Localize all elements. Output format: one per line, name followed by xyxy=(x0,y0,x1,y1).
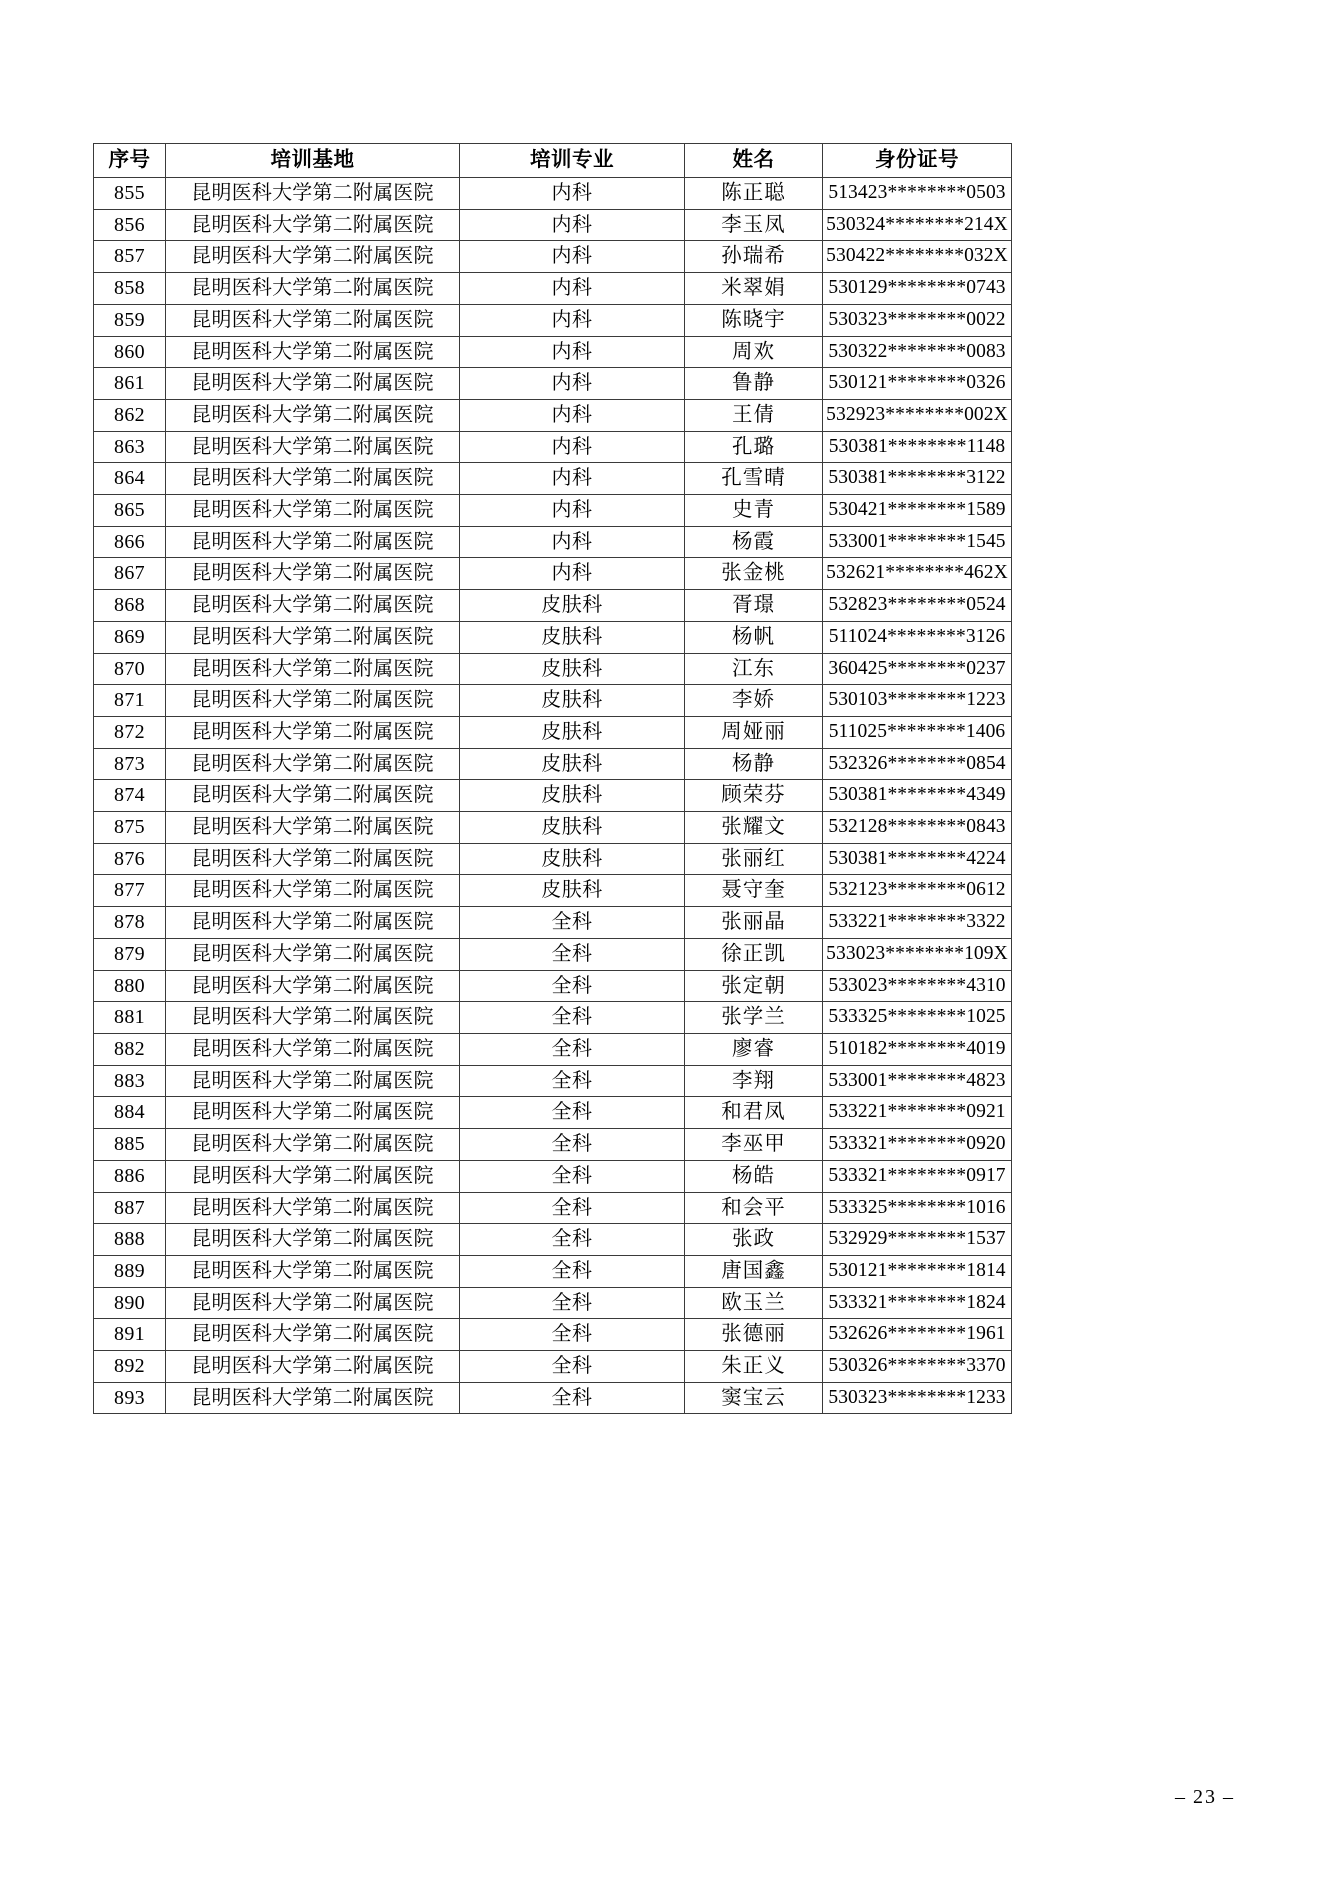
table-row xyxy=(94,875,1012,907)
table-row xyxy=(94,1002,1012,1034)
cell-id-number: 533325********1025 xyxy=(823,1002,1012,1034)
column-header-sequence: 序号 xyxy=(94,144,166,178)
table-row xyxy=(94,1160,1012,1192)
cell-name: 杨帆 xyxy=(685,621,823,653)
cell-sequence: 891 xyxy=(94,1319,166,1351)
cell-id-number: 530421********1589 xyxy=(823,495,1012,527)
cell-training-major: 全科 xyxy=(460,1192,685,1224)
cell-sequence: 871 xyxy=(94,685,166,717)
cell-training-base: 昆明医科大学第二附属医院 xyxy=(166,653,460,685)
cell-training-major: 内科 xyxy=(460,209,685,241)
cell-id-number: 533023********109X xyxy=(823,938,1012,970)
cell-training-base: 昆明医科大学第二附属医院 xyxy=(166,1129,460,1161)
table-row xyxy=(94,653,1012,685)
cell-sequence: 882 xyxy=(94,1033,166,1065)
table-row xyxy=(94,368,1012,400)
cell-training-base: 昆明医科大学第二附属医院 xyxy=(166,621,460,653)
table-row xyxy=(94,178,1012,210)
table-row xyxy=(94,907,1012,939)
cell-name: 周欢 xyxy=(685,336,823,368)
table-header-row xyxy=(94,144,1012,178)
cell-training-base: 昆明医科大学第二附属医院 xyxy=(166,431,460,463)
cell-sequence: 873 xyxy=(94,748,166,780)
table-row xyxy=(94,336,1012,368)
table-header xyxy=(94,144,1012,178)
cell-training-base: 昆明医科大学第二附属医院 xyxy=(166,907,460,939)
cell-training-base: 昆明医科大学第二附属医院 xyxy=(166,336,460,368)
table-row xyxy=(94,495,1012,527)
cell-name: 杨霞 xyxy=(685,526,823,558)
table-row xyxy=(94,938,1012,970)
cell-sequence: 890 xyxy=(94,1287,166,1319)
cell-sequence: 876 xyxy=(94,843,166,875)
cell-name: 杨静 xyxy=(685,748,823,780)
cell-id-number: 533001********1545 xyxy=(823,526,1012,558)
cell-id-number: 530323********1233 xyxy=(823,1382,1012,1414)
table-row xyxy=(94,1319,1012,1351)
cell-training-major: 皮肤科 xyxy=(460,843,685,875)
cell-sequence: 881 xyxy=(94,1002,166,1034)
cell-training-major: 全科 xyxy=(460,1097,685,1129)
cell-name: 史青 xyxy=(685,495,823,527)
cell-training-major: 全科 xyxy=(460,1002,685,1034)
cell-training-base: 昆明医科大学第二附属医院 xyxy=(166,812,460,844)
cell-training-major: 内科 xyxy=(460,495,685,527)
cell-sequence: 889 xyxy=(94,1255,166,1287)
cell-training-major: 全科 xyxy=(460,1255,685,1287)
cell-name: 唐国鑫 xyxy=(685,1255,823,1287)
table-row xyxy=(94,621,1012,653)
table-row xyxy=(94,1192,1012,1224)
table-row xyxy=(94,1224,1012,1256)
cell-sequence: 866 xyxy=(94,526,166,558)
cell-name: 陈正聪 xyxy=(685,178,823,210)
cell-training-major: 皮肤科 xyxy=(460,621,685,653)
cell-training-base: 昆明医科大学第二附属医院 xyxy=(166,716,460,748)
table-row xyxy=(94,431,1012,463)
cell-id-number: 530381********1148 xyxy=(823,431,1012,463)
cell-training-major: 内科 xyxy=(460,463,685,495)
cell-name: 江东 xyxy=(685,653,823,685)
cell-sequence: 856 xyxy=(94,209,166,241)
cell-name: 和会平 xyxy=(685,1192,823,1224)
cell-training-major: 全科 xyxy=(460,1319,685,1351)
cell-training-major: 内科 xyxy=(460,526,685,558)
table-row xyxy=(94,1287,1012,1319)
cell-training-major: 皮肤科 xyxy=(460,812,685,844)
cell-training-major: 全科 xyxy=(460,1129,685,1161)
cell-training-major: 皮肤科 xyxy=(460,653,685,685)
cell-training-major: 全科 xyxy=(460,970,685,1002)
cell-id-number: 532621********462X xyxy=(823,558,1012,590)
cell-id-number: 510182********4019 xyxy=(823,1033,1012,1065)
cell-name: 胥璟 xyxy=(685,590,823,622)
cell-training-base: 昆明医科大学第二附属医院 xyxy=(166,1351,460,1383)
cell-training-base: 昆明医科大学第二附属医院 xyxy=(166,1002,460,1034)
cell-id-number: 532923********002X xyxy=(823,399,1012,431)
cell-training-base: 昆明医科大学第二附属医院 xyxy=(166,526,460,558)
cell-sequence: 884 xyxy=(94,1097,166,1129)
cell-id-number: 532929********1537 xyxy=(823,1224,1012,1256)
cell-name: 鲁静 xyxy=(685,368,823,400)
cell-sequence: 860 xyxy=(94,336,166,368)
cell-name: 孙瑞希 xyxy=(685,241,823,273)
cell-training-base: 昆明医科大学第二附属医院 xyxy=(166,748,460,780)
cell-sequence: 885 xyxy=(94,1129,166,1161)
cell-name: 李巫甲 xyxy=(685,1129,823,1161)
cell-training-major: 全科 xyxy=(460,1033,685,1065)
cell-sequence: 857 xyxy=(94,241,166,273)
column-header-training-base: 培训基地 xyxy=(166,144,460,178)
table-row xyxy=(94,748,1012,780)
cell-training-major: 皮肤科 xyxy=(460,875,685,907)
cell-sequence: 883 xyxy=(94,1065,166,1097)
column-header-name: 姓名 xyxy=(685,144,823,178)
cell-training-major: 全科 xyxy=(460,1287,685,1319)
cell-id-number: 511025********1406 xyxy=(823,716,1012,748)
cell-name: 徐正凯 xyxy=(685,938,823,970)
cell-sequence: 859 xyxy=(94,304,166,336)
cell-name: 张金桃 xyxy=(685,558,823,590)
cell-sequence: 863 xyxy=(94,431,166,463)
cell-training-base: 昆明医科大学第二附属医院 xyxy=(166,590,460,622)
table-row xyxy=(94,1255,1012,1287)
cell-training-major: 内科 xyxy=(460,368,685,400)
cell-id-number: 360425********0237 xyxy=(823,653,1012,685)
cell-sequence: 875 xyxy=(94,812,166,844)
cell-training-base: 昆明医科大学第二附属医院 xyxy=(166,1160,460,1192)
cell-training-base: 昆明医科大学第二附属医院 xyxy=(166,178,460,210)
cell-id-number: 530323********0022 xyxy=(823,304,1012,336)
cell-training-base: 昆明医科大学第二附属医院 xyxy=(166,970,460,1002)
cell-training-base: 昆明医科大学第二附属医院 xyxy=(166,938,460,970)
cell-training-base: 昆明医科大学第二附属医院 xyxy=(166,495,460,527)
cell-training-major: 全科 xyxy=(460,1224,685,1256)
cell-training-major: 内科 xyxy=(460,304,685,336)
cell-training-base: 昆明医科大学第二附属医院 xyxy=(166,875,460,907)
cell-sequence: 877 xyxy=(94,875,166,907)
cell-name: 李翔 xyxy=(685,1065,823,1097)
cell-sequence: 892 xyxy=(94,1351,166,1383)
table-row xyxy=(94,1129,1012,1161)
table-row xyxy=(94,304,1012,336)
cell-name: 顾荣芬 xyxy=(685,780,823,812)
cell-name: 和君凤 xyxy=(685,1097,823,1129)
cell-id-number: 533001********4823 xyxy=(823,1065,1012,1097)
cell-id-number: 533321********0917 xyxy=(823,1160,1012,1192)
cell-name: 杨皓 xyxy=(685,1160,823,1192)
cell-training-base: 昆明医科大学第二附属医院 xyxy=(166,558,460,590)
cell-training-base: 昆明医科大学第二附属医院 xyxy=(166,241,460,273)
cell-name: 孔璐 xyxy=(685,431,823,463)
cell-training-base: 昆明医科大学第二附属医院 xyxy=(166,273,460,305)
cell-sequence: 870 xyxy=(94,653,166,685)
cell-training-base: 昆明医科大学第二附属医院 xyxy=(166,1224,460,1256)
cell-name: 廖睿 xyxy=(685,1033,823,1065)
cell-sequence: 868 xyxy=(94,590,166,622)
cell-training-base: 昆明医科大学第二附属医院 xyxy=(166,463,460,495)
table-row xyxy=(94,1351,1012,1383)
cell-training-major: 内科 xyxy=(460,558,685,590)
cell-sequence: 874 xyxy=(94,780,166,812)
cell-training-major: 皮肤科 xyxy=(460,780,685,812)
table-row xyxy=(94,970,1012,1002)
cell-name: 米翠娟 xyxy=(685,273,823,305)
cell-training-major: 皮肤科 xyxy=(460,716,685,748)
column-header-id-number: 身份证号 xyxy=(823,144,1012,178)
table-row xyxy=(94,399,1012,431)
cell-sequence: 880 xyxy=(94,970,166,1002)
cell-training-major: 内科 xyxy=(460,431,685,463)
cell-training-major: 全科 xyxy=(460,938,685,970)
cell-name: 朱正义 xyxy=(685,1351,823,1383)
cell-training-major: 内科 xyxy=(460,178,685,210)
cell-id-number: 532823********0524 xyxy=(823,590,1012,622)
table-row xyxy=(94,1097,1012,1129)
cell-training-major: 全科 xyxy=(460,1160,685,1192)
cell-sequence: 867 xyxy=(94,558,166,590)
cell-training-base: 昆明医科大学第二附属医院 xyxy=(166,780,460,812)
cell-sequence: 888 xyxy=(94,1224,166,1256)
cell-name: 张丽红 xyxy=(685,843,823,875)
cell-name: 李玉凤 xyxy=(685,209,823,241)
cell-id-number: 532123********0612 xyxy=(823,875,1012,907)
cell-training-base: 昆明医科大学第二附属医院 xyxy=(166,1065,460,1097)
cell-training-major: 内科 xyxy=(460,241,685,273)
table-row xyxy=(94,1065,1012,1097)
table-row xyxy=(94,273,1012,305)
cell-name: 张德丽 xyxy=(685,1319,823,1351)
cell-training-major: 全科 xyxy=(460,1351,685,1383)
table-row xyxy=(94,1033,1012,1065)
cell-id-number: 530103********1223 xyxy=(823,685,1012,717)
cell-training-base: 昆明医科大学第二附属医院 xyxy=(166,1097,460,1129)
cell-training-base: 昆明医科大学第二附属医院 xyxy=(166,1192,460,1224)
cell-sequence: 869 xyxy=(94,621,166,653)
cell-training-base: 昆明医科大学第二附属医院 xyxy=(166,368,460,400)
cell-id-number: 530324********214X xyxy=(823,209,1012,241)
table-row xyxy=(94,780,1012,812)
cell-training-base: 昆明医科大学第二附属医院 xyxy=(166,1255,460,1287)
cell-sequence: 861 xyxy=(94,368,166,400)
cell-sequence: 864 xyxy=(94,463,166,495)
table-row xyxy=(94,209,1012,241)
cell-id-number: 533325********1016 xyxy=(823,1192,1012,1224)
cell-training-major: 内科 xyxy=(460,273,685,305)
table-row xyxy=(94,843,1012,875)
page-marker-suffix: – xyxy=(1223,1786,1235,1808)
cell-sequence: 872 xyxy=(94,716,166,748)
table-row xyxy=(94,812,1012,844)
cell-training-major: 全科 xyxy=(460,907,685,939)
trainee-roster-table xyxy=(93,143,1012,1414)
cell-training-major: 全科 xyxy=(460,1065,685,1097)
page-marker-prefix: – xyxy=(1175,1786,1187,1808)
table-row xyxy=(94,463,1012,495)
cell-id-number: 530381********3122 xyxy=(823,463,1012,495)
cell-id-number: 530121********1814 xyxy=(823,1255,1012,1287)
cell-id-number: 530121********0326 xyxy=(823,368,1012,400)
table-row xyxy=(94,526,1012,558)
cell-name: 窦宝云 xyxy=(685,1382,823,1414)
cell-training-major: 内科 xyxy=(460,399,685,431)
cell-name: 王倩 xyxy=(685,399,823,431)
cell-name: 陈晓宇 xyxy=(685,304,823,336)
cell-name: 聂守奎 xyxy=(685,875,823,907)
cell-training-base: 昆明医科大学第二附属医院 xyxy=(166,399,460,431)
cell-training-base: 昆明医科大学第二附属医院 xyxy=(166,209,460,241)
cell-sequence: 886 xyxy=(94,1160,166,1192)
cell-training-base: 昆明医科大学第二附属医院 xyxy=(166,1287,460,1319)
cell-name: 李娇 xyxy=(685,685,823,717)
column-header-training-major: 培训专业 xyxy=(460,144,685,178)
cell-training-major: 内科 xyxy=(460,336,685,368)
table-row xyxy=(94,241,1012,273)
cell-sequence: 858 xyxy=(94,273,166,305)
cell-training-major: 皮肤科 xyxy=(460,590,685,622)
cell-sequence: 865 xyxy=(94,495,166,527)
cell-sequence: 855 xyxy=(94,178,166,210)
cell-id-number: 530422********032X xyxy=(823,241,1012,273)
cell-name: 张政 xyxy=(685,1224,823,1256)
cell-id-number: 530326********3370 xyxy=(823,1351,1012,1383)
cell-id-number: 532326********0854 xyxy=(823,748,1012,780)
roster-table-container xyxy=(93,143,1011,1414)
cell-id-number: 533321********0920 xyxy=(823,1129,1012,1161)
cell-training-base: 昆明医科大学第二附属医院 xyxy=(166,685,460,717)
cell-training-base: 昆明医科大学第二附属医院 xyxy=(166,304,460,336)
table-row xyxy=(94,716,1012,748)
cell-id-number: 530322********0083 xyxy=(823,336,1012,368)
cell-name: 张丽晶 xyxy=(685,907,823,939)
cell-training-base: 昆明医科大学第二附属医院 xyxy=(166,1382,460,1414)
cell-id-number: 532626********1961 xyxy=(823,1319,1012,1351)
table-row xyxy=(94,685,1012,717)
cell-name: 孔雪晴 xyxy=(685,463,823,495)
cell-id-number: 532128********0843 xyxy=(823,812,1012,844)
cell-name: 欧玉兰 xyxy=(685,1287,823,1319)
cell-sequence: 887 xyxy=(94,1192,166,1224)
cell-id-number: 533321********1824 xyxy=(823,1287,1012,1319)
cell-id-number: 530129********0743 xyxy=(823,273,1012,305)
cell-name: 张学兰 xyxy=(685,1002,823,1034)
cell-training-major: 全科 xyxy=(460,1382,685,1414)
cell-sequence: 879 xyxy=(94,938,166,970)
cell-name: 张定朝 xyxy=(685,970,823,1002)
cell-id-number: 533221********3322 xyxy=(823,907,1012,939)
cell-name: 张耀文 xyxy=(685,812,823,844)
table-row xyxy=(94,1382,1012,1414)
cell-training-base: 昆明医科大学第二附属医院 xyxy=(166,843,460,875)
cell-training-base: 昆明医科大学第二附属医院 xyxy=(166,1033,460,1065)
cell-id-number: 513423********0503 xyxy=(823,178,1012,210)
cell-sequence: 878 xyxy=(94,907,166,939)
cell-sequence: 893 xyxy=(94,1382,166,1414)
cell-training-major: 皮肤科 xyxy=(460,685,685,717)
cell-id-number: 511024********3126 xyxy=(823,621,1012,653)
cell-training-major: 皮肤科 xyxy=(460,748,685,780)
table-body xyxy=(94,178,1012,1414)
cell-name: 周娅丽 xyxy=(685,716,823,748)
cell-training-base: 昆明医科大学第二附属医院 xyxy=(166,1319,460,1351)
page-number: 23 xyxy=(1193,1786,1217,1808)
cell-sequence: 862 xyxy=(94,399,166,431)
cell-id-number: 533221********0921 xyxy=(823,1097,1012,1129)
cell-id-number: 533023********4310 xyxy=(823,970,1012,1002)
table-row xyxy=(94,590,1012,622)
table-row xyxy=(94,558,1012,590)
page-number-footer xyxy=(941,1786,1241,1809)
cell-id-number: 530381********4349 xyxy=(823,780,1012,812)
cell-id-number: 530381********4224 xyxy=(823,843,1012,875)
